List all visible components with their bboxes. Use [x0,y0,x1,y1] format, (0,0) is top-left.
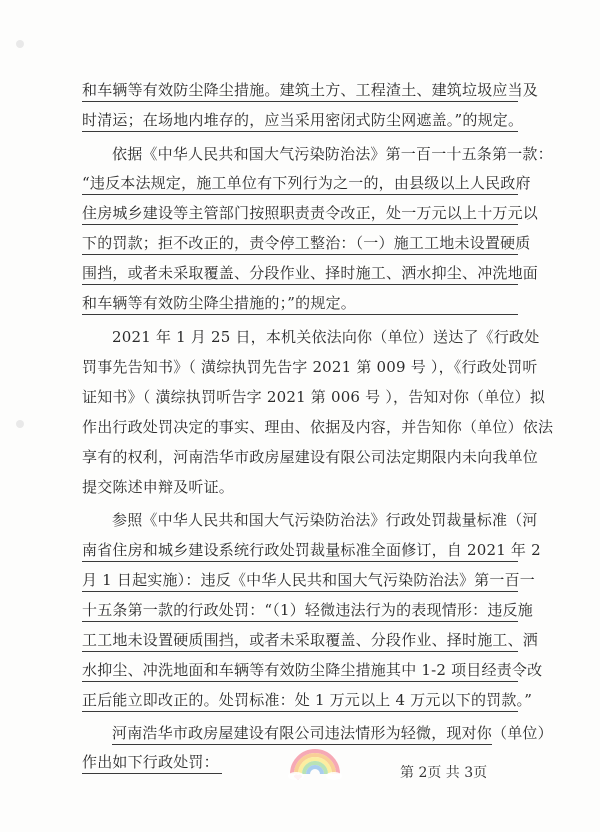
body-line: 月 1 日起实施）：违反《中华人民共和国大气污染防治法》第一百一 [82,570,518,592]
body-line: 依据《中华人民共和国大气污染防治法》第一百一十五条第一款： [112,145,553,163]
body-line: 罚事先告知书》（ 潢综执罚先告字 2021 第 009 号 ），《行政处罚听 [82,358,538,376]
body-line: 十五条第一款的行政处罚：“（1）轻微违法行为的表现情形：违反施 [82,600,518,622]
body-line: 提交陈述申辩及听证。 [82,478,235,496]
body-line: 作出如下行政处罚： [82,752,222,774]
body-line: 享有的权利，河南浩华市政房屋建设有限公司法定期限内未向我单位 [82,448,539,466]
body-line: 和车辆等有效防尘降尘措施。建筑土方、工程渣土、建筑垃圾应当及 [82,80,518,102]
body-line: 正后能立即改正的。处罚标准：处 1 万元以上 4 万元以下的罚款。” [82,690,518,712]
page-number: 第 2页 共 3页 [400,765,488,781]
body-line: 2021 年 1 月 25 日，本机关依法向你（单位）送达了《行政处 [112,328,540,346]
body-line: 证知书》（ 潢综执罚听告字 2021 第 006 号 ），告知对你（单位）拟 [82,388,546,406]
body-line: 下的罚款；拒不改正的，责令停工整治：（一）施工工地未设置硬质 [82,233,518,255]
body-line: 河南浩华市政房屋建设有限公司违法情形为轻微，现对你（单位） [112,723,492,745]
body-line: 南省住房和城乡建设系统行政处罚裁量标准全面修订，自 2021 年 2 [82,540,518,562]
body-line: “违反本法规定，施工单位有下列行为之一的，由县级以上人民政府 [82,173,518,195]
body-line: 参照《中华人民共和国大气污染防治法》行政处罚裁量标准（河 [112,511,538,529]
binding-hole [16,420,24,428]
body-line: 住房城乡建设等主管部门按照职责责令改正，处一万元以上十万元以 [82,203,518,225]
binding-hole [16,40,24,48]
body-line: 时清运；在场地内堆存的，应当采用密闭式防尘网遮盖。”的规定。 [82,110,518,132]
body-line: 作出行政处罚决定的事实、理由、依据及内容，并告知你（单位）依法 [82,418,554,436]
rainbow-sticker-icon [284,740,346,788]
body-line: 围挡，或者未采取覆盖、分段作业、择时施工、洒水抑尘、冲洗地面 [82,263,518,285]
body-line: 工工地未设置硬质围挡，或者未采取覆盖、分段作业、择时施工、洒 [82,630,518,652]
body-line: 水抑尘、冲洗地面和车辆等有效防尘降尘措施其中 1-2 项目经责令改 [82,660,518,682]
body-line: 和车辆等有效防尘降尘措施的；”的规定。 [82,293,518,315]
